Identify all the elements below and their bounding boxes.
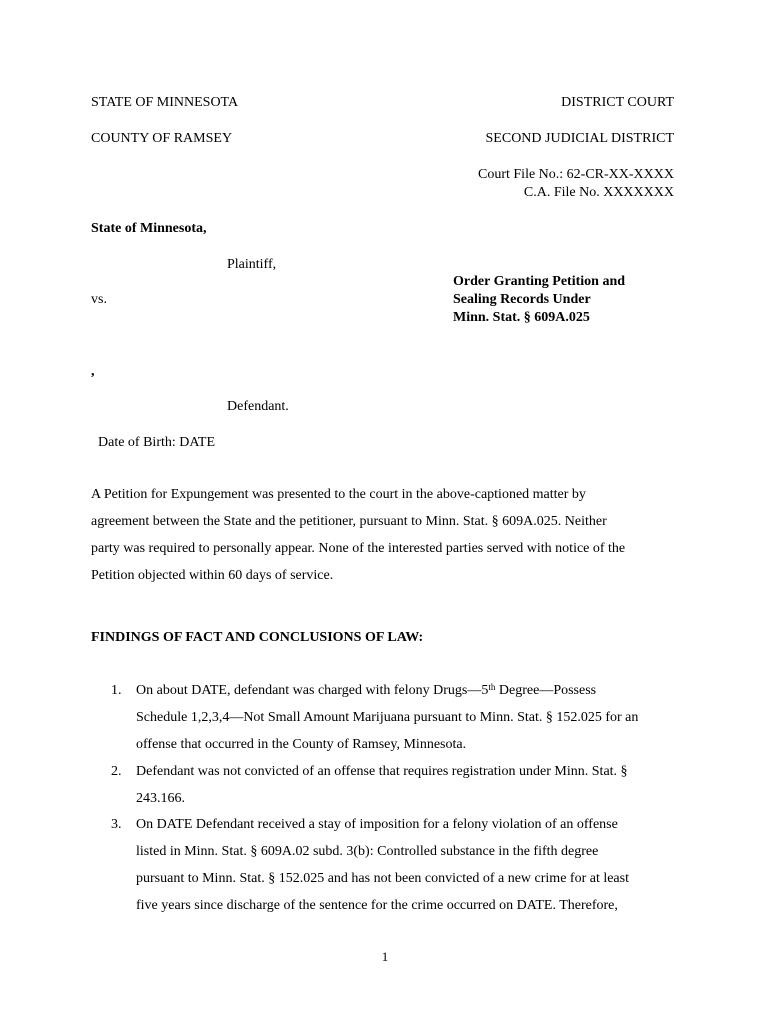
finding-line: On DATE Defendant received a stay of imposition for a felony violation of an offense <box>136 817 618 832</box>
finding-line: pursuant to Minn. Stat. § 152.025 and has not been convicted of a new crime for at least <box>136 871 629 886</box>
defendant-name: , <box>91 364 95 379</box>
court-heading: DISTRICT COURT <box>561 95 674 110</box>
state-heading: STATE OF MINNESOTA <box>91 95 239 110</box>
findings-heading: FINDINGS OF FACT AND CONCLUSIONS OF LAW: <box>91 630 424 645</box>
finding-text: Degree—Possess <box>495 683 597 698</box>
finding-line <box>136 677 638 704</box>
order-title-line-3: Minn. Stat. § 609A.025 <box>453 310 590 325</box>
page-number: 1 <box>381 949 389 964</box>
district-heading: SECOND JUDICIAL DISTRICT <box>485 131 674 146</box>
finding-line: listed in Minn. Stat. § 609A.02 subd. 3(b): Controlled substance in the fifth degree <box>136 844 599 859</box>
county-heading: COUNTY OF RAMSEY <box>91 131 233 146</box>
intro-line: Petition objected within 60 days of service. <box>91 568 334 583</box>
finding-number: 1. <box>111 683 122 698</box>
ca-file-number: C.A. File No. XXXXXXX <box>523 185 674 200</box>
finding-number: 3. <box>111 817 122 832</box>
defendant-role: Defendant. <box>227 399 289 414</box>
finding-line: Defendant was not convicted of an offense that requires registration under Minn. Stat. § <box>136 764 628 779</box>
intro-paragraph <box>91 481 681 589</box>
finding-text: On about DATE, defendant was charged with felony Drugs—5 <box>136 683 489 698</box>
finding-line: offense that occurred in the County of Ramsey, Minnesota. <box>136 737 467 752</box>
order-title-line-2: Sealing Records Under <box>453 292 591 307</box>
date-of-birth: Date of Birth: DATE <box>98 435 216 450</box>
intro-line: party was required to personally appear. None of the interested parties served with notice of the <box>91 541 626 556</box>
order-title-line-1: Order Granting Petition and <box>453 274 626 289</box>
finding-line: 243.166. <box>136 791 185 806</box>
court-file-number: Court File No.: 62-CR-XX-XXXX <box>478 167 674 182</box>
superscript: th <box>488 682 496 692</box>
plaintiff-name: State of Minnesota, <box>91 221 207 236</box>
finding-line: Schedule 1,2,3,4—Not Small Amount Marijuana pursuant to Minn. Stat. § 152.025 for an <box>136 710 639 725</box>
intro-line: agreement between the State and the petitioner, pursuant to Minn. Stat. § 609A.025. Neither <box>91 514 607 529</box>
intro-line: A Petition for Expungement was presented to the court in the above-captioned matter by <box>91 487 586 502</box>
versus-label: vs. <box>91 292 107 307</box>
finding-line: five years since discharge of the sentence for the crime occurred on DATE. Therefore, <box>136 898 618 913</box>
plaintiff-role: Plaintiff, <box>227 257 277 272</box>
finding-number: 2. <box>111 764 122 779</box>
